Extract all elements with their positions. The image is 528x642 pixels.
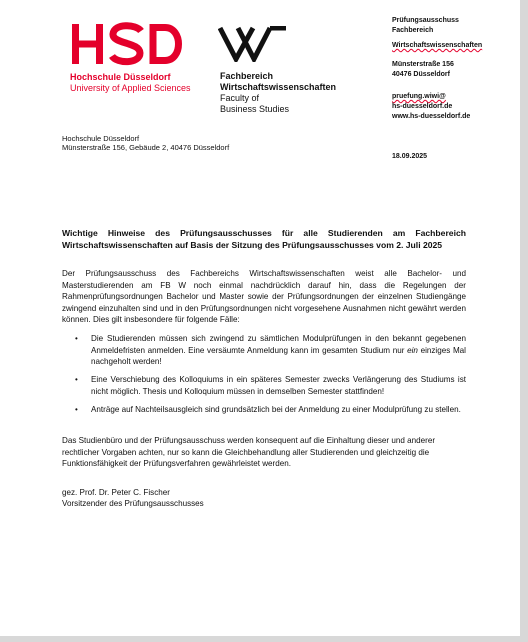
hsd-logo	[70, 22, 188, 68]
university-name: Hochschule Düsseldorf	[70, 72, 171, 82]
faculty-line-2: Wirtschaftswissenschaften	[220, 82, 336, 92]
university-subtitle: University of Applied Sciences	[70, 83, 191, 93]
contact-email-line-2[interactable]: hs-duesseldorf.de	[392, 103, 453, 110]
faculty-w-logo	[218, 26, 288, 62]
contact-faculty	[392, 42, 482, 49]
contact-department: Fachbereich	[392, 27, 434, 34]
sender-name: Hochschule Düsseldorf	[62, 134, 140, 143]
bullet-1-part-1: Die Studierenden müssen sich zwingend zu sämtlichen Modulprüfungen in den bekannt gegebenen Anmeldefristen anmelden. Eine versäumte Anmeldung kann im gesamten Studium nur	[91, 334, 466, 355]
letter-subject: Wichtige Hinweise des Prüfungsausschusses für alle Studierenden am Fachbereich Wirtschaftswissenschaften auf Basis der Sitzung des Prüfungsausschusses vom 2. Juli 2025	[62, 228, 466, 250]
contact-email-line-1[interactable]	[392, 93, 446, 100]
bullet-marker-3: •	[75, 405, 78, 414]
intro-paragraph: Der Prüfungsausschuss des Fachbereichs Wirtschaftswissenschaften weist alle Bachelor- und Masterstudierenden am FB W noch einmal nachdrücklich darauf hin, dass die Regelungen der Rahmenprüfungsordnungen Bachelor und Master sowie der Prüfungsordnungen der einzelnen Studiengänge zwingend einzuhalten sind und in den Prüfungsordnungen nicht vorgesehene Ausnahmen nicht gewährt werden können. Dies gilt insbesondere für folgende Fälle:	[62, 269, 466, 324]
closing-paragraph: Das Studienbüro und der Prüfungsausschuss werden konsequent auf die Einhaltung dieser und anderer rechtlicher Vorgaben achten, nur so kann die Gleichbehandlung aller Studierenden und gleichzeitig die Funktionsfähigkeit der Prüfungsverfahren gewährleistet werden.	[62, 436, 436, 468]
page-border-bottom	[0, 636, 528, 642]
faculty-line-3: Faculty of	[220, 93, 260, 103]
faculty-line-1: Fachbereich	[220, 71, 274, 81]
contact-committee: Prüfungsausschuss	[392, 17, 459, 24]
bullet-marker-2: •	[75, 375, 78, 384]
contact-city: 40476 Düsseldorf	[392, 71, 450, 78]
page-border-right	[520, 0, 528, 642]
signature-role: Vorsitzender des Prüfungsausschusses	[62, 499, 204, 508]
bullet-item-2: Eine Verschiebung des Kolloquiums in ein späteres Semester zwecks Verlängerung des Studiums ist nicht möglich. Thesis und Kolloquium müssen in demselben Semester stattfinden!	[91, 375, 466, 396]
bullet-item-1	[91, 333, 466, 368]
sender-address: Münsterstraße 156, Gebäude 2, 40476 Düsseldorf	[62, 143, 230, 152]
bullet-1-part-2: einziges Mal nachgeholt werden!	[91, 345, 466, 366]
contact-street: Münsterstraße 156	[392, 61, 454, 68]
letter-date: 18.09.2025	[392, 153, 428, 160]
bullet-item-3: Anträge auf Nachteilsausgleich sind grundsätzlich bei der Anmeldung zu einer Modulprüfung zu stellen.	[91, 405, 461, 414]
bullet-marker-1: •	[75, 334, 78, 343]
bullet-1-emphasis: ein	[407, 345, 418, 355]
contact-faculty-text: Wirtschaftswissenschaften	[392, 42, 483, 49]
faculty-line-4: Business Studies	[220, 104, 290, 114]
signature-name: gez. Prof. Dr. Peter C. Fischer	[62, 488, 170, 497]
contact-website[interactable]: www.hs-duesseldorf.de	[392, 113, 471, 120]
contact-email-text[interactable]: pruefung.wiwi@	[392, 93, 446, 100]
